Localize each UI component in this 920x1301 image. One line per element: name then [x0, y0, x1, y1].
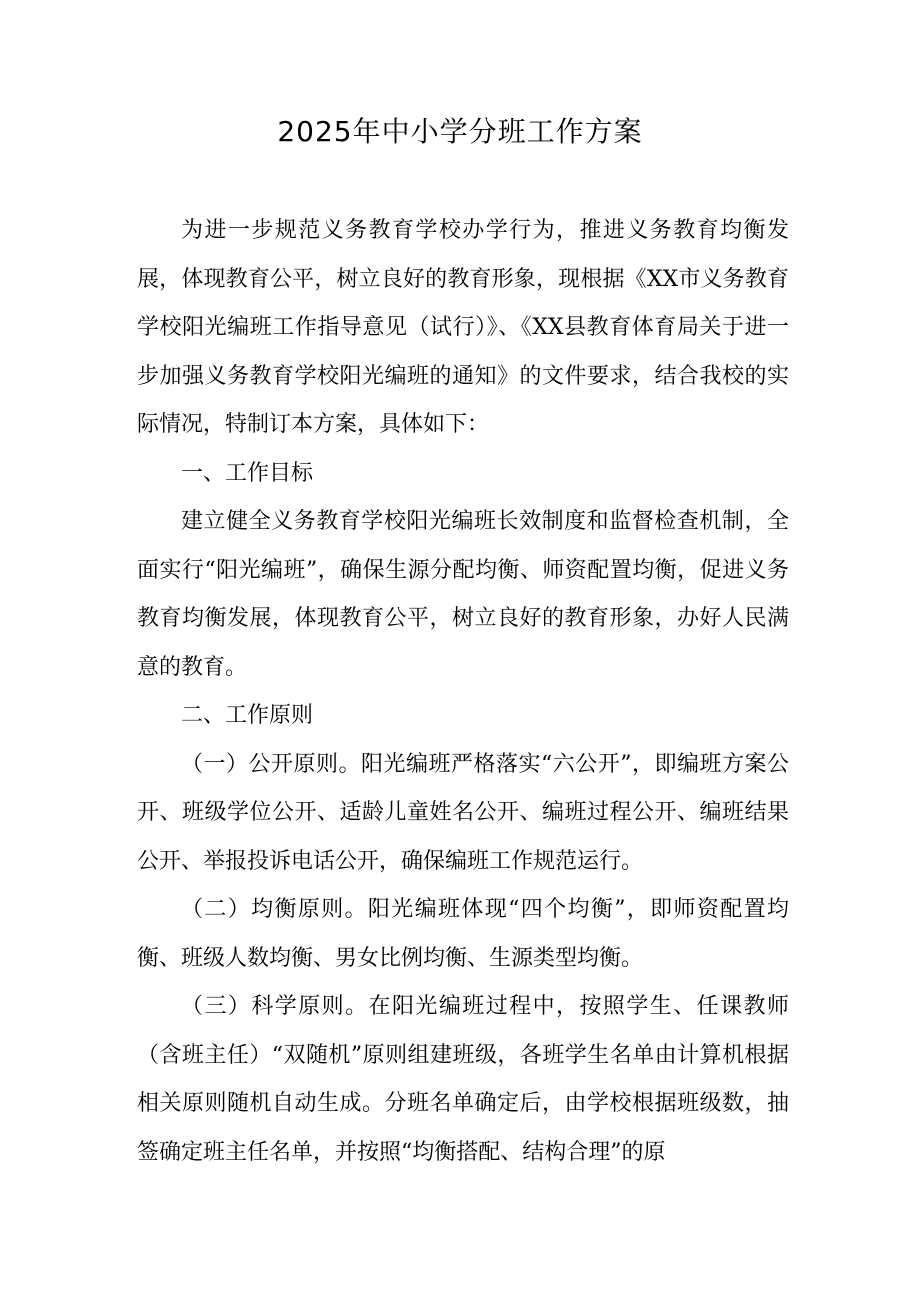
principle-science-paragraph: （三）科学原则。在阳光编班过程中，按照学生、任课教师（含班主任）“双随机”原则组建班级，各班学生名单由计算机根据相关原则随机自动生成。分班名单确定后，由学校根据班级数，抽签确定班主任名单，并按照“均衡搭配、结构合理”的原 [137, 994, 789, 1165]
principle-open-paragraph: （一）公开原则。阳光编班严格落实“六公开”，即编班方案公开、班级学位公开、适龄儿童姓名公开、编班过程公开、编班结果公开、举报投诉电话公开，确保编班工作规范运行。 [137, 751, 789, 874]
principle-balance-paragraph: （二）均衡原则。阳光编班体现“四个均衡”，即师资配置均衡、班级人数均衡、男女比例均衡、生源类型均衡。 [137, 897, 789, 971]
section-heading-principles: 二、工作原则 [181, 703, 314, 728]
section-heading-goals: 一、工作目标 [181, 460, 314, 486]
document-body [137, 207, 789, 1177]
document-title: 2025年中小学分班工作方案 [277, 115, 643, 148]
goals-paragraph: 建立健全义务教育学校阳光编班长效制度和监督检查机制，全面实行“阳光编班”，确保生源分配均衡、师资配置均衡，促进义务教育均衡发展，体现教育公平，树立良好的教育形象，办好人民满意的教育。 [137, 509, 789, 680]
intro-paragraph: 为进一步规范义务教育学校办学行为，推进义务教育均衡发展，体现教育公平，树立良好的教育形象，现根据《XX市义务教育学校阳光编班工作指导意见（试行）》、《XX县教育体育局关于进一步加强义务教育学校阳光编班的通知》的文件要求，结合我校的实际情况，特制订本方案，具体如下： [137, 218, 789, 437]
